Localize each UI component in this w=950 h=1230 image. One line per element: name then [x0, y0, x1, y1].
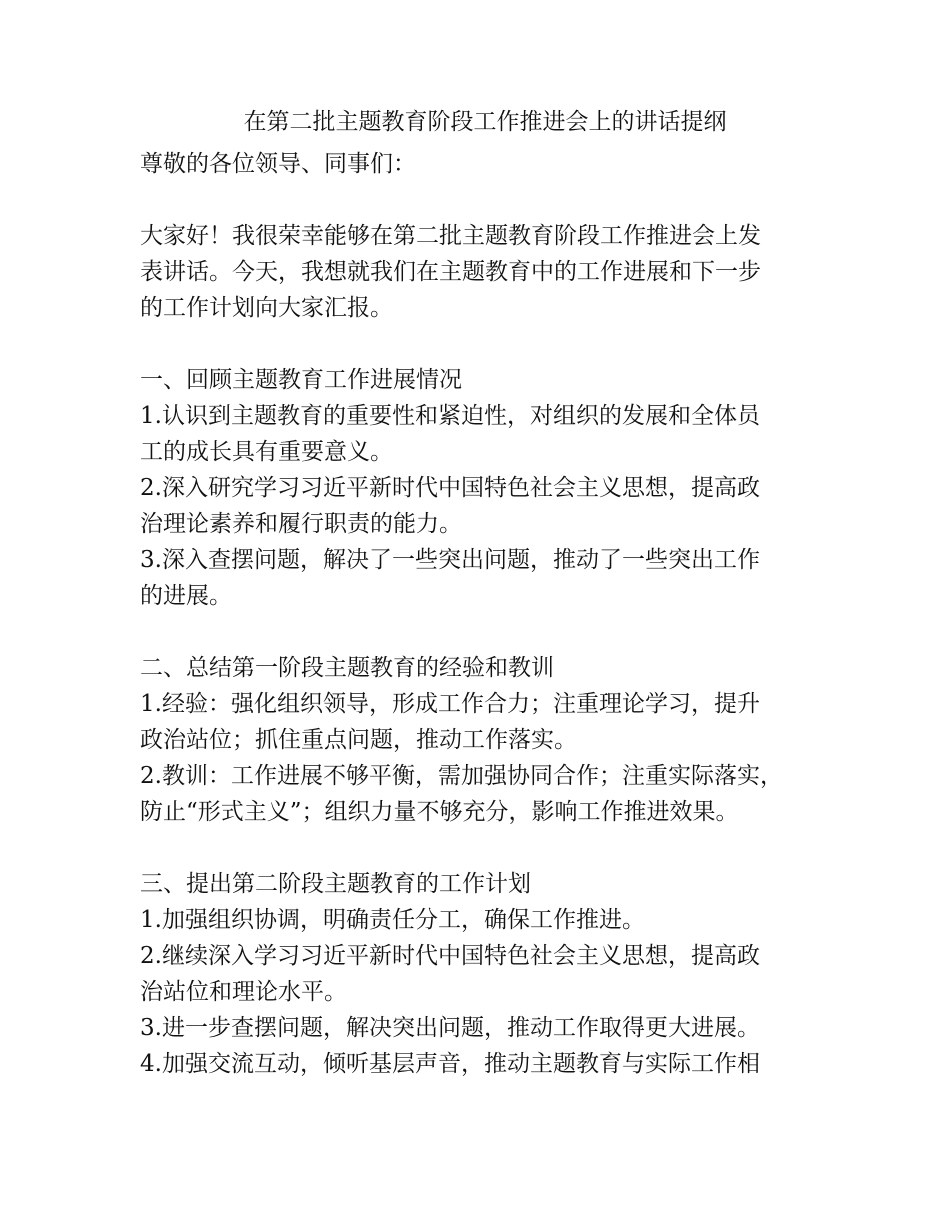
section-line: 1.认识到主题教育的重要性和紧迫性，对组织的发展和全体员: [140, 403, 760, 429]
section-line: 的进展。: [140, 583, 232, 609]
section-plan: [140, 866, 830, 1082]
intro-line: 的工作计划向大家汇报。: [140, 295, 393, 321]
section-heading: 三、提出第二阶段主题教育的工作计划: [140, 871, 531, 897]
section-line: 1.加强组织协调，明确责任分工，确保工作推进。: [140, 907, 645, 933]
section-line: 3.进一步查摆问题，解决突出问题，推动工作取得更大进展。: [140, 1015, 760, 1041]
section-line: 2.继续深入学习习近平新时代中国特色社会主义思想，提高政: [140, 943, 760, 969]
paragraph-gap: [140, 614, 830, 650]
section-heading: 二、总结第一阶段主题教育的经验和教训: [140, 655, 554, 681]
section-line: 2.教训：工作进展不够平衡，需加强协同合作；注重实际落实，: [140, 763, 783, 789]
section-heading: 一、回顾主题教育工作进展情况: [140, 367, 462, 393]
section-line: 2.深入研究学习习近平新时代中国特色社会主义思想，提高政: [140, 475, 760, 501]
section-line: 治理论素养和履行职责的能力。: [140, 511, 462, 537]
section-line: 治站位和理论水平。: [140, 979, 347, 1005]
section-line: 防止“形式主义”；组织力量不够充分，影响工作推进效果。: [140, 799, 739, 825]
document-title: 在第二批主题教育阶段工作推进会上的讲话提纲: [243, 109, 727, 135]
section-line: 1.经验：强化组织领导，形成工作合力；注重理论学习，提升: [140, 691, 760, 717]
section-line: 工的成长具有重要意义。: [140, 439, 393, 465]
intro-line: 大家好！我很荣幸能够在第二批主题教育阶段工作推进会上发: [140, 223, 761, 249]
salutation: 尊敬的各位领导、同事们：: [140, 151, 416, 177]
section-line: 政治站位；抓住重点问题，推动工作落实。: [140, 727, 577, 753]
document-body: [140, 102, 830, 1082]
section-review: [140, 362, 830, 614]
paragraph-gap: [140, 830, 830, 866]
paragraph-gap: [140, 326, 830, 362]
paragraph-gap: [140, 182, 830, 218]
section-line: 3.深入查摆问题，解决了一些突出问题，推动了一些突出工作: [140, 547, 760, 573]
intro-paragraph: [140, 218, 830, 326]
intro-line: 表讲话。今天，我想就我们在主题教育中的工作进展和下一步: [140, 259, 761, 285]
section-line: 4.加强交流互动，倾听基层声音，推动主题教育与实际工作相: [140, 1051, 760, 1077]
section-summary: [140, 650, 830, 830]
